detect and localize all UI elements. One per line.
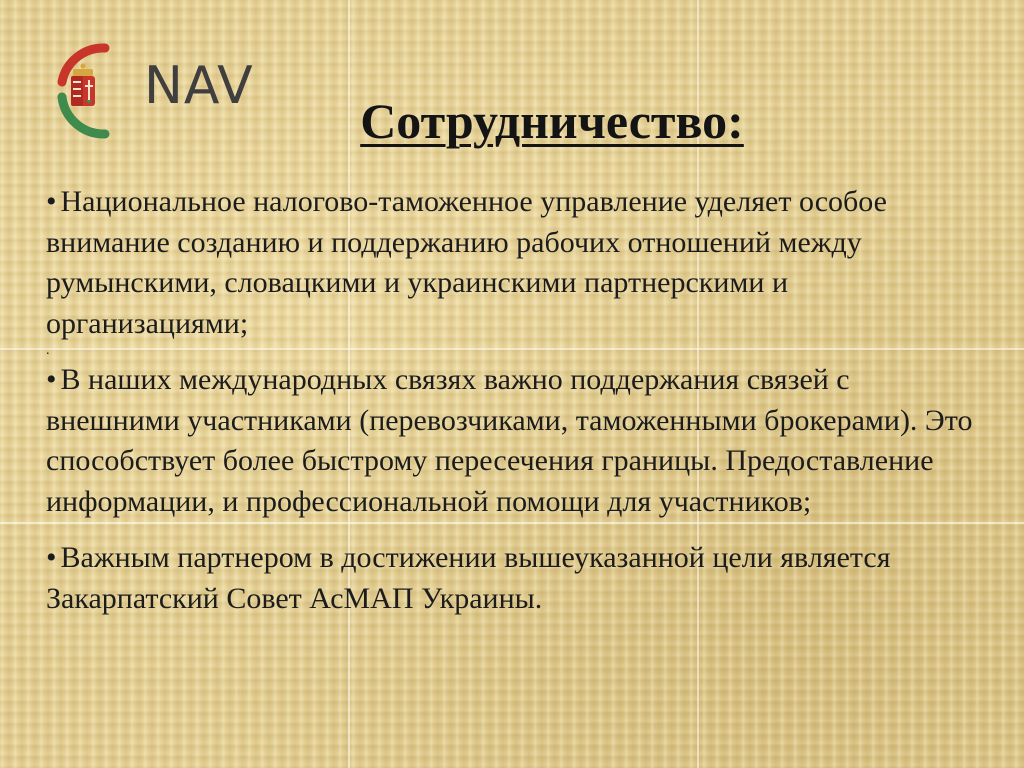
paragraph-text: Национальное налогово-таможенное управление уделяет особое внимание созданию и поддержанию рабочих отношений между румынскими, словацкими и украинскими партнерскими и организациями; <box>46 185 887 340</box>
slide-title: Сотрудничество: <box>360 93 744 149</box>
stray-mark: . <box>46 343 50 358</box>
bullet-marker: • <box>46 363 57 396</box>
bullet-marker: • <box>46 541 57 574</box>
bullet-marker: • <box>46 185 57 218</box>
slide-body <box>46 182 986 619</box>
logo-text: NAV <box>144 56 254 116</box>
paragraph-text: В наших международных связях важно поддержания связей с внешними участниками (перевозчиками, таможенными брокерами). Это способствует более быстрому пересечения границы. Предоставление информации, и профессиональной помощи для участников; <box>46 363 973 518</box>
bullet-paragraph <box>46 182 986 344</box>
bullet-paragraph <box>46 360 986 522</box>
bullet-paragraph <box>46 538 986 619</box>
paragraph-text: Важным партнером в достижении вышеуказанной цели является Закарпатский Совет АсМАП Украины. <box>46 541 891 615</box>
